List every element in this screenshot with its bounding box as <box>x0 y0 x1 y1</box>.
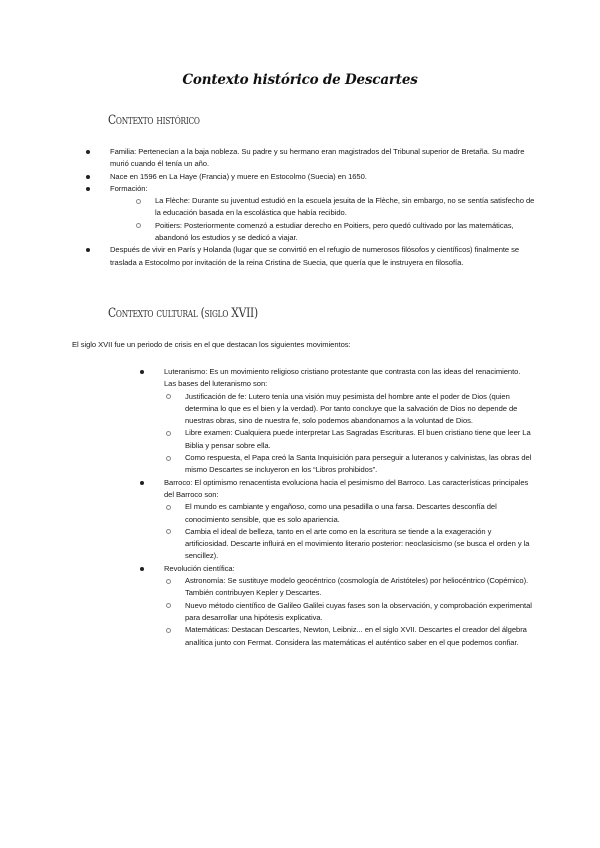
list-item: Nace en 1596 en La Haye (Francia) y muere en Estocolmo (Suecia) en 1650. <box>110 171 535 183</box>
sub-list-item: Cambia el ideal de belleza, tanto en el arte como en la escritura se tiende a la exageración y artificiosidad. Descarte influirá en el movimiento literario posterior: neoclasicismo (se busca el orden y la sencillez). <box>185 526 534 563</box>
sub-list-item: Poitiers: Posteriormente comenzó a estudiar derecho en Poitiers, pero quedó cultivado por las matemáticas, abandonó los estudios y se dedicó a viajar. <box>155 220 535 245</box>
sub-list-item: El mundo es cambiante y engañoso, como una pesadilla o una farsa. Descartes desconfía del conocimiento sensible, que es solo apariencia. <box>185 501 534 526</box>
list-item: Formación: La Flèche: Durante su juventud estudió en la escuela jesuita de la Flèche, sin embargo, no se sentía satisfecho de la educación basada en la escolástica que había recibido. Poitiers: Posteriormente comenzó a estudiar derecho en Poitiers, pero quedó cultivado por las matemáticas, abandonó los estudios y se dedicó a viajar. <box>110 183 535 244</box>
sub-list-item: Justificación de fe: Lutero tenía una visión muy pesimista del hombre ante el poder de Dios (quien determina lo que es el bien y la verdad). Por tanto concluye que la salvación de Dios no depende de nuestras obras, sino de nuestra fe, solo podemos abandonarnos a la voluntad de Dios. <box>185 391 534 428</box>
sub-list-item: Nuevo método científico de Galileo Galilei cuyas fases son la observación, y comprobación experimental para desarrollar una hipótesis explicativa. <box>185 600 534 625</box>
sub-list-item: Astronomía: Se sustituye modelo geocéntrico (cosmología de Aristóteles) por heliocéntrico (Copérnico). También contribuyen Kepler y Descartes. <box>185 575 534 600</box>
list-item: Luteranismo: Es un movimiento religioso cristiano protestante que contrasta con las ideas del renacimiento. Las bases del luteranismo son: Justificación de fe: Lutero tenía una visión muy pesimista del hombre ante el poder de Dios (quien determina lo que es el bien y la verdad). Por tanto concluye que la salvación de Dios no depende de nuestras obras, sino de nuestra fe, solo podemos abandonarnos a la voluntad de Dios. Libre examen: Cualquiera puede interpretar Las Sagradas Escrituras. El buen cristiano tiene que leer La Biblia y pensar sobre ella. Como respuesta, el Papa creó la Santa Inquisición para perseguir a luteranos y calvinistas, las obras del mismo Descartes se incluyeron en los “Libros prohibidos”. <box>164 366 534 477</box>
sub-list-item: Como respuesta, el Papa creó la Santa Inquisición para perseguir a luteranos y calvinistas, las obras del mismo Descartes se incluyeron en los “Libros prohibidos”. <box>185 452 534 477</box>
cultural-intro: El siglo XVII fue un periodo de crisis en el que destacan los siguientes movimientos: <box>72 340 351 349</box>
sub-list-item: La Flèche: Durante su juventud estudió en la escuela jesuita de la Flèche, sin embargo, no se sentía satisfecho de la educación basada en la escolástica que había recibido. <box>155 195 535 220</box>
list-item: Revolución científica: Astronomía: Se sustituye modelo geocéntrico (cosmología de Aristóteles) por heliocéntrico (Copérnico). También contribuyen Kepler y Descartes. Nuevo método científico de Galileo Galilei cuyas fases son la observación, y comprobación experimental para desarrollar una hipótesis explicativa. Matemáticas: Destacan Descartes, Newton, Leibniz... en el siglo XVII. Descartes el creador del álgebra analítica junto con Fermat. Considera las matemáticas el auténtico saber en el que podemos confiar. <box>164 563 534 649</box>
page-title: Contexto histórico de Descartes <box>182 72 418 88</box>
list-item: Después de vivir en París y Holanda (lugar que se convirtió en el refugio de numerosos filósofos y científicos) finalmente se traslada a Estocolmo por invitación de la reina Cristina de Suecia, que quería que le instruyera en filosofía. <box>110 244 535 269</box>
historical-list <box>110 146 535 269</box>
cultural-list <box>164 366 534 649</box>
sub-list-item: Libre examen: Cualquiera puede interpretar Las Sagradas Escrituras. El buen cristiano tiene que leer La Biblia y pensar sobre ella. <box>185 427 534 452</box>
sub-list-item: Matemáticas: Destacan Descartes, Newton, Leibniz... en el siglo XVII. Descartes el creador del álgebra analítica junto con Fermat. Considera las matemáticas el auténtico saber en el que podemos confiar. <box>185 624 534 649</box>
list-item: Barroco: El optimismo renacentista evoluciona hacia el pesimismo del Barroco. Las características principales del Barroco son: El mundo es cambiante y engañoso, como una pesadilla o una farsa. Descartes desconfía del conocimiento sensible, que es solo apariencia. Cambia el ideal de belleza, tanto en el arte como en la escritura se tiende a la exageración y artificiosidad. Descarte influirá en el movimiento literario posterior: neoclasicismo (se busca el orden y la sencillez). <box>164 477 534 563</box>
section-heading-cultural: Contexto cultural (siglo XVII) <box>108 306 258 321</box>
section-heading-historical: Contexto histórico <box>108 113 200 128</box>
list-item: Familia: Pertenecían a la baja nobleza. Su padre y su hermano eran magistrados del Tribunal superior de Bretaña. Su madre murió cuando él tenía un año. <box>110 146 535 171</box>
